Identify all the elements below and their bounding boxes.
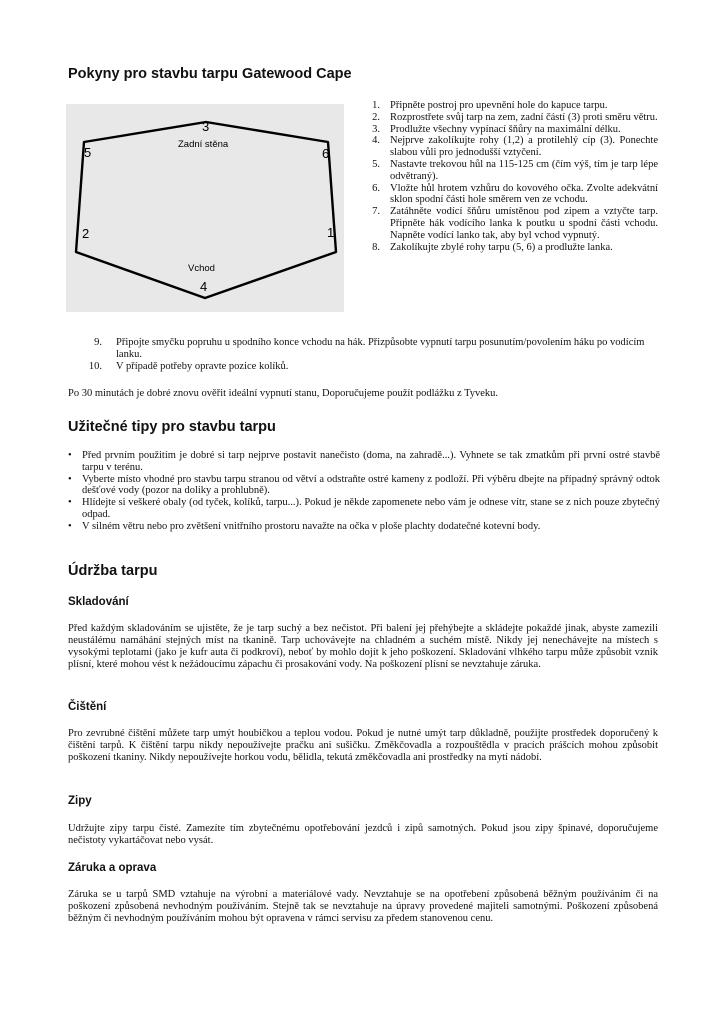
step-number: 7. <box>372 206 380 218</box>
step-number: 1. <box>372 100 380 111</box>
step-number: 8. <box>372 241 380 253</box>
corner-label-3: 3 <box>202 119 210 134</box>
list-item <box>362 135 658 159</box>
list-item <box>362 100 658 112</box>
list-item <box>68 474 660 498</box>
list-item <box>362 183 658 207</box>
tip-text: Hlídejte si veškeré obaly (od tyček, kolíků, tarpu...). Pokud je někde zapomenete nebo vám je odnese vítr, stane se z nich pouze zbytečný odpad. <box>82 497 660 520</box>
warranty-heading: Záruka a oprava <box>68 862 157 874</box>
list-item <box>362 112 658 124</box>
tip-text: Před prvním použitím je dobré si tarp nejprve postavit nanečisto (doma, na zahradě...). Vyhnete se tak zmatkům při první ostré stavbě tarpu v terénu. <box>82 450 660 473</box>
list-item <box>362 159 658 183</box>
page-title: Pokyny pro stavbu tarpu Gatewood Cape <box>68 66 352 82</box>
steps-list <box>362 100 658 253</box>
storage-heading: Skladování <box>68 596 129 608</box>
bullet-icon: • <box>68 520 72 532</box>
tips-heading: Užitečné tipy pro stavbu tarpu <box>68 419 276 435</box>
cleaning-heading: Čištění <box>68 701 107 713</box>
tarp-diagram <box>66 104 344 312</box>
tip-text: V silném větru nebo pro zvětšení vnitřního prostoru navažte na očka v ploše plachty dodatečné kotevní body. <box>82 520 541 532</box>
step-number: 3. <box>372 123 380 135</box>
step-text: Rozprostřete svůj tarp na zem, zadní částí (3) proti směru větru. <box>390 111 658 123</box>
list-item <box>84 361 664 373</box>
list-item <box>362 242 658 254</box>
bullet-icon: • <box>68 473 72 485</box>
steps-list-continued <box>84 337 664 372</box>
list-item <box>84 337 664 361</box>
list-item <box>68 521 660 533</box>
step-text: Připněte postroj pro upevnění hole do kapuce tarpu. <box>390 100 608 111</box>
tip-text: Vyberte místo vhodné pro stavbu tarpu stranou od větví a odstraňte ostré kameny z podloží. Při výběru dbejte na případný správný odtok dešťové vody (pozor na doliky a prohlubně). <box>82 473 660 497</box>
step-number: 9. <box>94 337 102 348</box>
step-number: 10. <box>88 360 102 372</box>
entry-label: Vchod <box>188 263 215 274</box>
zips-text: Udržujte zipy tarpu čisté. Zamezíte tím zbytečnému opotřebování jezdců i zipů samotných. Pokud jsou zipy špinavé, doporučujeme nečistoty vykartáčovat nebo vysát. <box>68 823 658 846</box>
list-item <box>68 450 660 474</box>
list-item <box>362 206 658 241</box>
step-text: Nejprve zakolíkujte rohy (1,2) a protilehlý cíp (3). Ponechte slabou vůli pro jednodušší vztyčení. <box>390 135 658 159</box>
maintenance-heading: Údržba tarpu <box>68 563 158 579</box>
rear-wall-label: Zadní stěna <box>178 139 229 150</box>
bullet-icon: • <box>68 497 72 509</box>
step-number: 4. <box>372 135 380 147</box>
step-text: Prodlužte všechny vypínací šňůry na maximální délku. <box>390 123 621 135</box>
step-text: Připojte smyčku popruhu u spodního konce vchodu na hák. Přizpůsobte vypnutí tarpu posunutím/povolením háku po vodícím lanku. <box>116 337 645 360</box>
list-item <box>68 497 660 521</box>
corner-label-2: 2 <box>82 226 90 241</box>
storage-text: Před každým skladováním se ujistěte, že je tarp suchý a bez nečistot. Při balení jej přehýbejte a skládejte pokaždé jinak, abyste zamezili neustálému namáhání stejných míst na tkanině. Tarp uchovávejte na chladném a suchém místě. Nikdy jej nenechávejte na místech s vysokými teplotami (jako je kufr auta či podkroví), neboť by mohlo dojít k jeho poškození. Skladování vlhkého tarpu může způsobit vznik plísní, které mohou vést k nežádoucímu zápachu či prosakování vody. Na poškození plísní se nevztahuje záruka. <box>68 623 658 670</box>
corner-label-5: 5 <box>84 145 92 160</box>
bullet-icon: • <box>68 450 72 461</box>
step-number: 2. <box>372 111 380 123</box>
zips-heading: Zipy <box>68 795 92 807</box>
step-number: 6. <box>372 182 380 194</box>
corner-label-4: 4 <box>200 279 208 294</box>
setup-note: Po 30 minutách je dobré znovu ověřit ideální vypnutí stanu, Doporučujeme použít podlážku z Tyveku. <box>68 388 499 399</box>
warranty-text: Záruka se u tarpů SMD vztahuje na výrobní a materiálové vady. Nevztahuje se na opotřebení způsobená běžným používáním či na poškození způsobená nevhodným používáním. Stejně tak se nevztahuje na úpravy provedené majiteli samotnými. Poškození způsobená běžným či nevhodným používáním mohou být opravena v rámci servisu za předem stanovenou cenu. <box>68 889 658 924</box>
list-item <box>362 124 658 136</box>
step-text: Zatáhněte vodící šňůru umístěnou pod zipem a vztyčte tarp. Připněte hák vodícího lanka k poutku u spodní části vchodu. Napněte vodící lanko tak, aby byl vchod vypnutý. <box>390 206 658 241</box>
corner-label-1: 1 <box>327 225 335 240</box>
step-text: Nastavte trekovou hůl na 115-125 cm (čím výš, tím je tarp lépe odvětraný). <box>390 158 658 182</box>
step-text: Vložte hůl hrotem vzhůru do kovového očka. Zvolte adekvátní sklon spodní části hole směrem ven ze vchodu. <box>390 182 658 206</box>
step-number: 5. <box>372 158 380 170</box>
cleaning-text: Pro zevrubné čištění můžete tarp umýt houbičkou a teplou vodou. Pokud je nutné umýt tarp důkladně, použijte prostředek doporučený k čištění tarpů. K čištění tarpu nikdy nepoužívejte pračku ani sušičku. Změkčovadla a rozpouštědla v pracích prášcích mohou způsobit poškození tkaniny. Nikdy nepoužívejte horkou vodu, bělidla, tekutá změkčovadla ani prostředky na mytí nádobí. <box>68 728 658 763</box>
corner-label-6: 6 <box>322 146 330 161</box>
step-text: V případě potřeby opravte pozice kolíků. <box>116 360 289 372</box>
step-text: Zakolíkujte zbylé rohy tarpu (5, 6) a prodlužte lanka. <box>390 241 613 253</box>
tips-list <box>68 450 660 533</box>
